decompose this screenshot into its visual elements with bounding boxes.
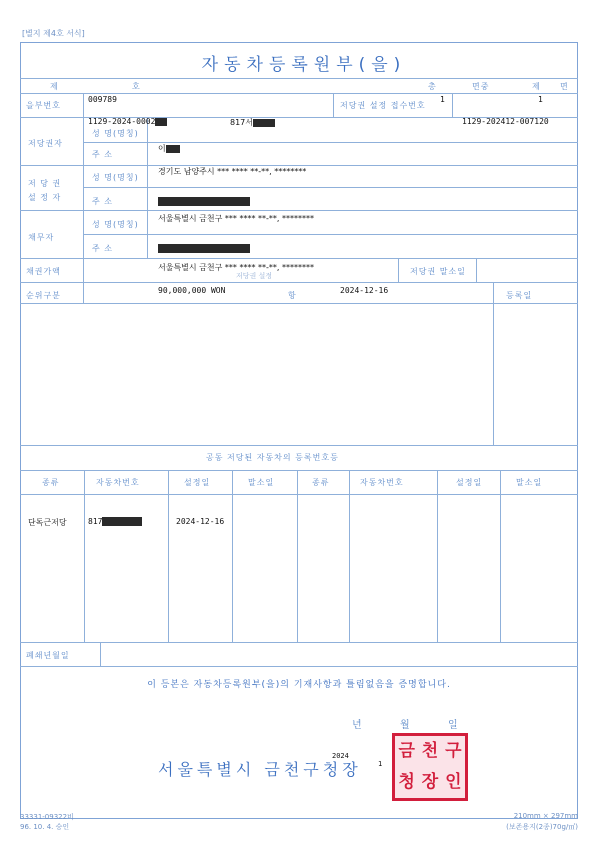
issue-year: 2024: [332, 752, 349, 760]
mortgagor-address-label: 주 소: [92, 197, 113, 206]
claim-overlay: 저당권 설정: [236, 272, 273, 280]
year-label: 년: [352, 720, 363, 731]
mortgagor-label-1: 저 당 권: [28, 179, 62, 188]
order-date: 2024-12-16: [340, 286, 389, 295]
number-value: 009789: [88, 95, 117, 104]
form-code: [별지 제4호 서식]: [22, 29, 85, 38]
sheet-no-label: 제: [532, 82, 541, 91]
mortgagor-label-2: 설 정 자: [28, 193, 62, 202]
number-label: 을부번호: [26, 101, 61, 110]
reg-line-right: 1129-202412-007120: [462, 117, 549, 126]
col-set-date: 설정일: [184, 478, 211, 487]
current-page: 1: [538, 95, 543, 104]
col-cancel-date-2: 말소일: [516, 478, 543, 487]
mortgagor-address-redacted: [158, 191, 250, 210]
mortgagor-name-value: 경기도 남양주시 *** **** **-**, ********: [158, 167, 307, 176]
footer-approval: 96. 10. 4. 승인: [20, 823, 70, 831]
col-car-no-2: 자동차번호: [360, 478, 404, 487]
footer-paper: (보존용지(2종)70g/㎡): [506, 823, 578, 831]
day-label: 일: [448, 720, 459, 731]
certification-text: 이 등본은 자동차등록원부(을)의 기재사항과 틀림없음을 증명합니다.: [147, 680, 451, 690]
reg-date-label: 등록일: [506, 291, 533, 300]
mortgagor-name-label: 성 명(명칭): [92, 173, 139, 182]
footer-code: 33331-09322비: [20, 813, 74, 821]
col-cancel-date: 말소일: [248, 478, 275, 487]
issue-day: 1: [378, 760, 383, 768]
item-label: 항: [288, 291, 297, 300]
footer-size: 210mm × 297mm: [513, 812, 578, 820]
col-car-no: 자동차번호: [96, 478, 140, 487]
amount-value: 90,000,000 WON: [158, 286, 226, 295]
joint-row-set-date: 2024-12-16: [176, 517, 225, 526]
debtor-name-label: 성 명(명칭): [92, 220, 139, 229]
total-label: 총: [428, 82, 437, 91]
sheet-label: 면중: [472, 82, 490, 91]
joint-row-car-no: 817: [88, 517, 142, 526]
mortgagee-label: 저당권자: [28, 139, 63, 148]
scrap-label: 폐쇄년월일: [26, 651, 70, 660]
debtor-address-label: 주 소: [92, 244, 113, 253]
debtor-label: 채무자: [28, 233, 55, 242]
total-pages: 1: [440, 95, 445, 104]
col-type: 종류: [42, 478, 60, 487]
receipt-label: 저당권 설정 접수번호: [340, 101, 426, 110]
ho-label: 호: [132, 82, 141, 91]
page-label: 면: [560, 82, 569, 91]
debtor-address-redacted: [158, 238, 250, 257]
mortgagee-address-label: 주 소: [92, 150, 113, 159]
mortgagee-name-label: 성 명(명칭): [92, 129, 139, 138]
issuer-name: 서울특별시 금천구청장: [158, 760, 362, 779]
month-label: 월: [400, 720, 411, 731]
debtor-name-value: 서울특별시 금천구 *** **** **-**, ********: [158, 214, 314, 223]
claim-label: 채권가액: [26, 267, 61, 276]
jae-label: 제: [50, 82, 59, 91]
col-type-2: 종류: [312, 478, 330, 487]
official-seal-icon: 금 천 구 청 장 인: [392, 733, 468, 801]
page-title: 자동차등록원부(을): [201, 55, 407, 75]
mortgagee-name-value: 이: [158, 143, 180, 154]
cancel-label: 저당권 말소일: [410, 267, 466, 276]
reg-line-mid: 817서: [230, 117, 275, 128]
joint-title: 공동 저당된 자동차의 등록번호등: [206, 453, 339, 462]
joint-row-type: 단독근저당: [28, 518, 67, 527]
claim-address: 서울특별시 금천구 *** **** **-**, ********: [158, 263, 314, 272]
reg-line-left: 1129-2024-0002: [88, 117, 167, 126]
order-label: 순위구분: [26, 291, 61, 300]
col-set-date-2: 설정일: [456, 478, 483, 487]
